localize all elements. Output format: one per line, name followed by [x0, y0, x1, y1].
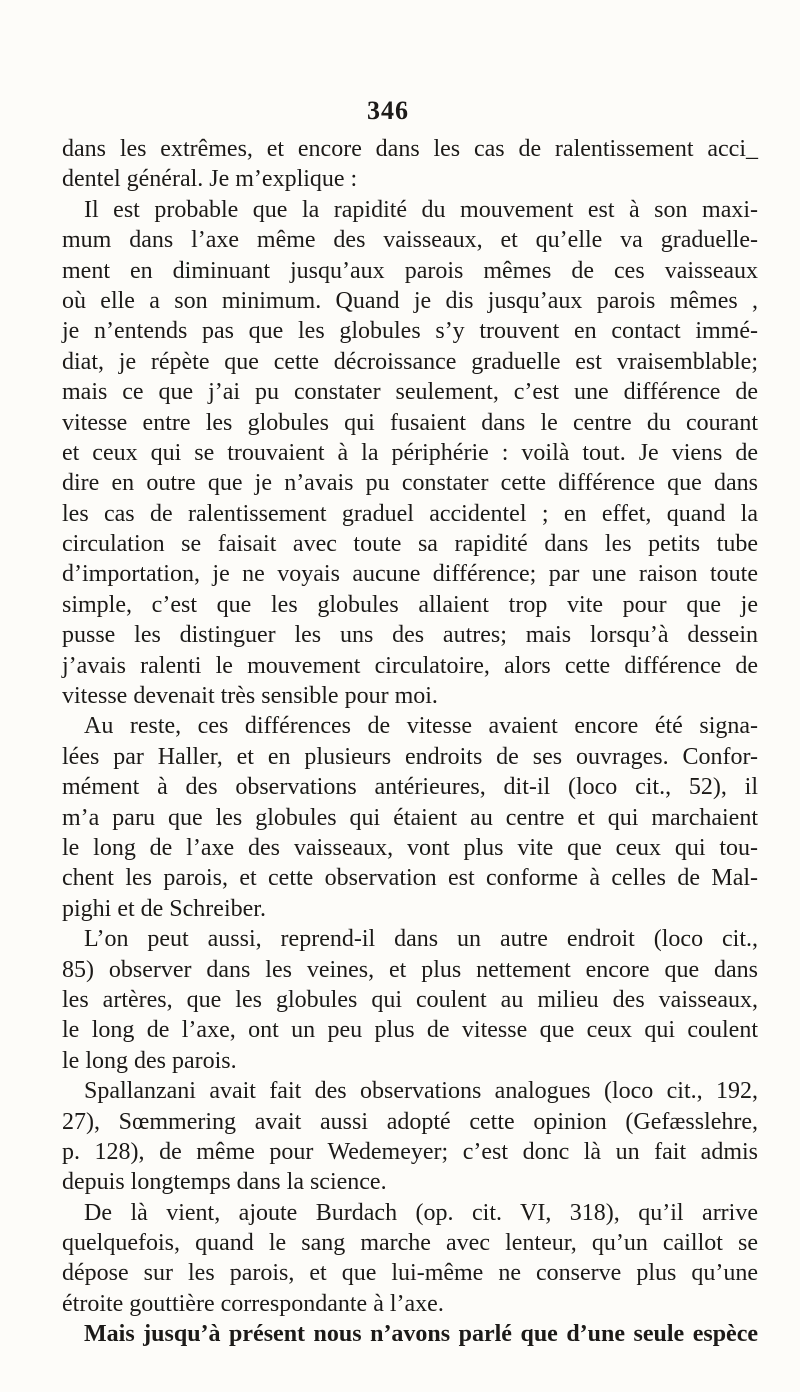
text-line: je n’entends pas que les globules s’y trouvent en contact immé- [62, 318, 758, 345]
text-line: simple, c’est que les globules allaient trop vite pour que je [62, 591, 758, 618]
text-line: 27), Sœmmering avait aussi adopté cette opinion (Gefæsslehre, [62, 1108, 758, 1135]
text-line: mais ce que j’ai pu constater seulement, c’est une différence de [62, 379, 758, 406]
text-line: vitesse devenait très sensible pour moi. [62, 683, 438, 710]
text-line: le long de l’axe, ont un peu plus de vitesse que ceux qui coulent [62, 1017, 758, 1044]
text-line: mum dans l’axe même des vaisseaux, et qu’elle va graduelle- [62, 227, 758, 254]
text-line: pighi et de Schreiber. [62, 895, 266, 922]
text-line: mément à des observations antérieures, dit-il (loco cit., 52), il [62, 774, 758, 801]
text-line: lées par Haller, et en plusieurs endroits de ses ouvrages. Confor- [62, 743, 758, 770]
text-line: dire en outre que je n’avais pu constater cette différence que dans [62, 470, 758, 497]
text-line: les artères, que les globules qui coulent au milieu des vaisseaux, [62, 986, 758, 1013]
text-line: ment en diminuant jusqu’aux parois mêmes de ces vaisseaux [62, 257, 758, 284]
text-line: quelquefois, quand le sang marche avec lenteur, qu’un caillot se [62, 1230, 758, 1257]
text-line: L’on peut aussi, reprend-il dans un autre endroit (loco cit., [84, 926, 758, 953]
text-line: vitesse entre les globules qui fusaient dans le centre du courant [62, 409, 758, 436]
text-line: dépose sur les parois, et que lui-même ne conserve plus qu’une [62, 1260, 758, 1287]
text-line: le long des parois. [62, 1047, 237, 1074]
text-line: étroite gouttière correspondante à l’axe. [62, 1290, 444, 1317]
text-line: et ceux qui se trouvaient à la périphérie : voilà tout. Je viens de [62, 439, 758, 466]
text-line: m’a paru que les globules qui étaient au centre et qui marchaient [62, 804, 758, 831]
text-line: chent les parois, et cette observation est conforme à celles de Mal- [62, 865, 758, 892]
text-line: j’avais ralenti le mouvement circulatoire, alors cette différence de [62, 652, 758, 679]
text-line: diat, je répète que cette décroissance graduelle est vraisemblable; [62, 348, 758, 375]
text-line: 85) observer dans les veines, et plus nettement encore que dans [62, 956, 758, 983]
text-line: depuis longtemps dans la science. [62, 1169, 387, 1196]
text-line: Mais jusqu’à présent nous n’avons parlé que d’une seule espèce [84, 1321, 758, 1348]
text-line: où elle a son minimum. Quand je dis jusqu’aux parois mêmes , [62, 287, 758, 314]
text-line: circulation se faisait avec toute sa rapidité dans les petits tube [62, 531, 758, 558]
text-line: dentel général. Je m’explique : [62, 166, 358, 193]
text-line: d’importation, je ne voyais aucune différence; par une raison toute [62, 561, 758, 588]
body-text [62, 134, 758, 1350]
text-line: p. 128), de même pour Wedemeyer; c’est donc là un fait admis [62, 1138, 758, 1165]
text-line: Spallanzani avait fait des observations analogues (loco cit., 192, [84, 1078, 758, 1105]
text-line: les cas de ralentissement graduel accidentel ; en effet, quand la [62, 500, 758, 527]
page-number: 346 [367, 96, 409, 125]
text-line: le long de l’axe des vaisseaux, vont plus vite que ceux qui tou- [62, 834, 758, 861]
text-line: De là vient, ajoute Burdach (op. cit. VI, 318), qu’il arrive [84, 1199, 758, 1226]
text-line: dans les extrêmes, et encore dans les cas de ralentissement acci_ [62, 136, 758, 162]
text-line: pusse les distinguer les uns des autres; mais lorsqu’à dessein [62, 622, 758, 649]
text-line: Il est probable que la rapidité du mouvement est à son maxi- [84, 196, 758, 223]
text-line: Au reste, ces différences de vitesse avaient encore été signa- [84, 713, 758, 740]
